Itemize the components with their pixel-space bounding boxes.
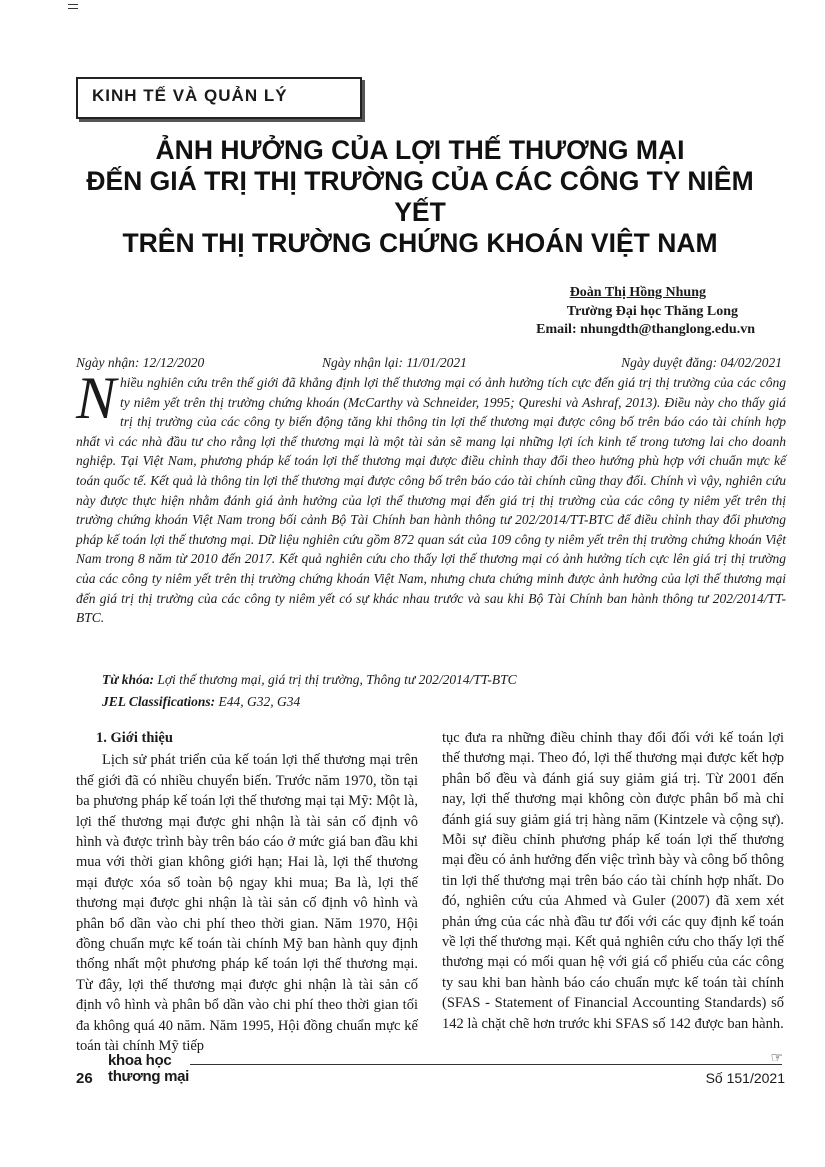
body-paragraph: Lịch sử phát triển của kế toán lợi thế thương mại trên thế giới đã có nhiều chuyển biến. Trước năm 1970, tồn tại ba phương pháp kế toán lợi thế thương mại tại Mỹ: Một là, lợi thế thương mại được ghi nhận là tài sản cố định vô hình và được trình bày trên báo cáo ở mức giá ban đầu khi mua với thời gian không giới hạn; Hai là, lợi thế thương mại được xóa sổ toàn bộ ngay khi mua; Ba là, lợi thế thương mại được ghi nhận là tài sản cố định vô hình và phân bổ dần vào chi phí theo thời gian. Năm 1970, Hội đồng chuẩn mực kế toán tài chính Mỹ ban hành quy định thống nhất một phương pháp kế toán lợi thế thương mại. Từ đây, lợi thế thương mại được ghi nhận là tài sản cố định vô hình và phân bổ dần vào chi phí theo thời gian tối đa không quá 40 năm. Năm 1995, Hội đồng chuẩn mực kế toán tài chính Mỹ tiếp	[76, 752, 418, 1055]
top-rule-2	[68, 8, 78, 9]
journal-logo-line-2: thương mại	[108, 1068, 190, 1085]
keywords-label: Từ khóa:	[102, 672, 154, 687]
abstract	[76, 365, 786, 628]
date-received: Ngày nhận: 12/12/2020	[76, 355, 205, 370]
date-revised: Ngày nhận lại: 11/01/2021	[322, 355, 467, 370]
author-affiliation: Trường Đại học Thăng Long	[566, 304, 738, 319]
author-name: Đoàn Thị Hồng Nhung	[569, 285, 706, 300]
title-line-3: TRÊN THỊ TRƯỜNG CHỨNG KHOÁN VIỆT NAM	[122, 228, 718, 258]
section-label: KINH TẾ VÀ QUẢN LÝ	[92, 86, 288, 105]
body-column-left	[76, 728, 418, 1057]
article-title	[60, 135, 780, 259]
jel-label: JEL Classifications:	[102, 694, 216, 709]
journal-logo	[108, 1053, 189, 1085]
keywords	[102, 672, 517, 688]
jel-text: E44, G32, G34	[218, 694, 301, 709]
body-column-right	[442, 728, 784, 1034]
abstract-text: hiều nghiên cứu trên thế giới đã khẳng định lợi thế thương mại có ảnh hưởng tích cực đến giá trị thị trường của các công ty niêm yết trên thị trường chứng khoán (McCarthy và Schneider, 1995; Qureshi và Ashraf, 2013). Điều này cho thấy giá trị thị trường của các công ty biến động tăng khi thông tin lợi thế thương mại được công bố trên báo cáo tài chính hợp nhất vì các nhà đầu tư cho rằng lợi thế thương mại là một tài sản sẽ mang lại những lợi ích kinh tế trong tương lai cho doanh nghiệp. Tại Việt Nam, phương pháp kế toán lợi thế thương mại được điều chỉnh thay đổi theo hướng phù hợp với chuẩn mực kế toán quốc tế. Kết quả là thông tin lợi thế thương mại được công bố trên báo cáo tài chính cũng thay đổi. Chính vì vậy, nghiên cứu này được thực hiện nhằm đánh giá ảnh hưởng của lợi thế thương mại đến giá trị thị trường của các công ty niêm yết trên thị trường chứng khoán Việt Nam trong bối cảnh Bộ Tài Chính ban hành thông tư 202/2014/TT-BTC để điều chỉnh thay đổi phương pháp kế toán lợi thế thương mại. Dữ liệu nghiên cứu gồm 872 quan sát của 109 công ty niêm yết trên thị trường chứng khoán Việt Nam trong 8 năm từ 2010 đến 2017. Kết quả nghiên cứu cho thấy lợi thế thương mại có ảnh hưởng tích cực lên giá trị thị trường của các công ty niêm yết trên thị trường chứng khoán Việt Nam, nhưng chưa chứng minh được ảnh hưởng của lợi thế thương mại đến giá trị thị trường của các công ty niêm yết có sự khác nhau trước và sau khi Bộ Tài Chính ban hành thông tư 202/2014/TT-BTC.	[76, 375, 786, 626]
section-heading: 1. Giới thiệu	[96, 730, 173, 746]
keywords-text: Lợi thế thương mại, giá trị thị trường, Thông tư 202/2014/TT-BTC	[157, 672, 517, 687]
pointing-hand-icon: ☞	[770, 1051, 783, 1066]
body-paragraph: tục đưa ra những điều chỉnh thay đổi đối với kế toán lợi thế thương mại. Theo đó, lợi thế thương mại được kết hợp phân bổ đều và đánh giá suy giảm giá trị. Từ 2001 đến nay, lợi thế thương mại không còn được phân bổ mà chỉ đánh giá suy giảm giá trị hàng năm (Kintzele và cộng sự). Mỗi sự điều chỉnh phương pháp kế toán lợi thế thương mại đều có ảnh hưởng đến việc trình bày và công bố thông tin lợi thế thương mại trên báo cáo tài chính hợp nhất. Do đó, nghiên cứu của Ahmed và Guler (2007) đã xem xét phản ứng của các nhà đầu tư đối với các quy định kế toán về lợi thế thương mại. Kết quả nghiên cứu cho thấy lợi thế thương mại có mối quan hệ với giá cổ phiếu của các công ty sau khi ban hành báo cáo chuẩn mực kế toán tài chính (SFAS - Statement of Financial Accounting Standards) số 142 là chặt chẽ hơn trước khi SFAS số 142 được ban hành.	[442, 730, 784, 1032]
journal-logo-line-1: khoa học	[108, 1052, 172, 1069]
top-rule	[68, 4, 78, 5]
date-approved: Ngày duyệt đăng: 04/02/2021	[621, 355, 782, 370]
jel-classifications	[102, 694, 300, 710]
page-number: 26	[76, 1070, 93, 1087]
title-line-2: ĐẾN GIÁ TRỊ THỊ TRƯỜNG CỦA CÁC CÔNG TY NIÊM YẾT	[86, 166, 754, 227]
abstract-dropcap: N	[76, 365, 117, 431]
author-email: Email: nhungdth@thanglong.edu.vn	[536, 322, 755, 337]
footer-rule	[190, 1064, 782, 1065]
title-line-1: ẢNH HƯỞNG CỦA LỢI THẾ THƯƠNG MẠI	[155, 135, 685, 165]
issue-number: Số 151/2021	[705, 1070, 785, 1086]
